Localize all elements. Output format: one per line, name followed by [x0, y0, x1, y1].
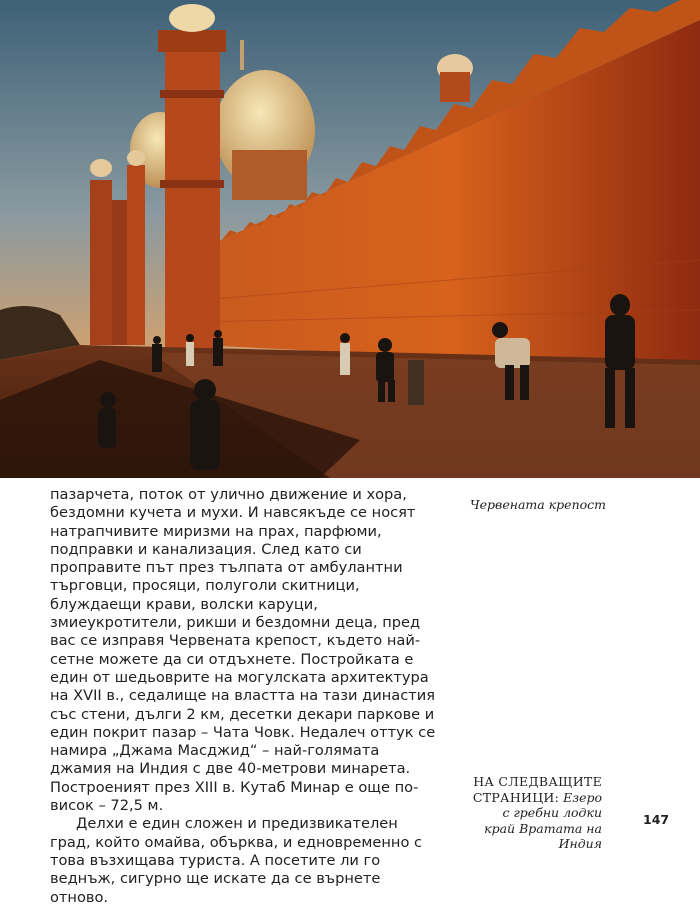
body-paragraph-2: Делхи е един сложен и предизвикателен град, който омайва, обърква, и едновременно с това възхищава туриста. А посетите ли го веднъж, сигурно ще искате да се върнете отново. [50, 815, 423, 906]
next-pages-text: Езеро с гребни лодки край Вратата на Индия [484, 789, 602, 851]
article-body [50, 486, 442, 907]
page-number: 147 [643, 812, 670, 827]
photo-caption: Червената крепост [470, 497, 606, 512]
next-pages-lead: НА СЛЕДВАЩИТЕ СТРАНИЦИ: [472, 774, 602, 805]
body-paragraph-1: пазарчета, поток от улично движение и хора, бездомни кучета и мухи. И навсякъде се носят натрапчивите миризми на прах, парфюми, подправки и канализация. След като си проправите път през тълпата от амбулантни търговци, просяци, полуголи скитници, блуждаещи крави, волски каруци, змиеукротители, рикши и бездомни деца, пред вас се изправя Червената крепост, където най-сетне можете да си отдъхнете. Постройката е един от шедьоврите на могулската архитектура на XVII в., седалище на властта на тази династия със стени, дълги 2 км, десетки декари паркове и един покрит пазар – Чата Човк. Недалеч оттук се намира „Джама Масджид“ – най-голямата джамия на Индия с две 40-метрови минарета. Построеният през XIII в. Кутаб Минар е още по-висок – 72,5 м. [50, 486, 436, 815]
next-pages-caption [468, 774, 602, 852]
